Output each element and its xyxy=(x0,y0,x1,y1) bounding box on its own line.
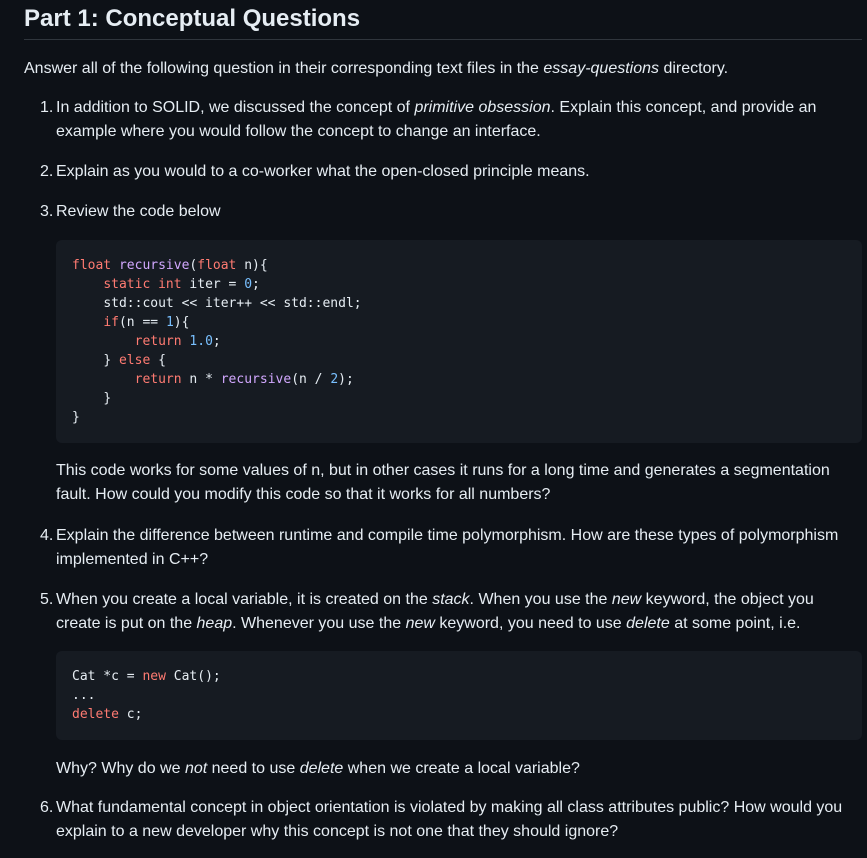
question-number: 1. xyxy=(40,99,54,116)
code-token: if xyxy=(103,315,119,330)
code-token: recursive xyxy=(220,372,292,387)
question-text: Review the code below xyxy=(56,203,221,220)
question-5-followup-emphasis-a: not xyxy=(184,760,208,777)
question-2 xyxy=(40,160,846,184)
code-line-2 xyxy=(72,688,95,703)
question-5-text-d: . Whenever you use the xyxy=(232,615,406,632)
question-5-followup xyxy=(56,757,862,781)
code-token: 0 xyxy=(244,277,253,292)
question-5-text-b: . When you use the xyxy=(469,591,612,608)
question-3-followup: This code works for some values of n, but in other cases it runs for a long time and generates a segmentation fault. How could you modify this code so that it works for all numbers? xyxy=(56,462,830,503)
code-line-7 xyxy=(72,372,354,387)
code-token: return xyxy=(134,372,182,387)
code-token: static xyxy=(103,277,151,292)
question-5-text-a: When you create a local variable, it is created on the xyxy=(56,591,433,608)
readme-content xyxy=(24,0,862,840)
code-token: Cat *c = xyxy=(72,669,143,684)
question-5 xyxy=(40,588,846,636)
question-5-emphasis-c: heap xyxy=(196,615,233,632)
intro-emphasis: essay-questions xyxy=(543,60,660,77)
code-token: ( xyxy=(189,258,198,273)
code-token: 1.0 xyxy=(189,334,213,349)
code-token: ... xyxy=(72,688,96,703)
question-5-emphasis-e: delete xyxy=(626,615,670,632)
code-token: c; xyxy=(118,707,143,722)
question-6 xyxy=(40,796,846,844)
question-number: 5. xyxy=(40,591,54,608)
code-token: 1 xyxy=(165,315,174,330)
question-4 xyxy=(40,524,846,572)
code-token: return xyxy=(134,334,182,349)
code-line-1 xyxy=(72,669,221,684)
question-text xyxy=(56,96,846,144)
code-token: float xyxy=(197,258,237,273)
code-token: } xyxy=(103,391,112,406)
code-token: else xyxy=(118,353,151,368)
code-token: Cat(); xyxy=(165,669,221,684)
code-line-2 xyxy=(72,277,260,292)
intro-text-end: directory. xyxy=(659,60,729,77)
question-5-followup-text-c: when we create a local variable? xyxy=(343,760,580,777)
question-5-followup-text-b: need to use xyxy=(207,760,300,777)
section-heading: Part 1: Conceptual Questions xyxy=(24,0,862,40)
code-token: (n / xyxy=(291,372,331,387)
intro-text: Answer all of the following question in their corresponding text files in the xyxy=(24,60,544,77)
code-line-9 xyxy=(72,410,80,425)
question-3 xyxy=(40,200,846,224)
code-token: 2 xyxy=(330,372,339,387)
question-1-text-a: In addition to SOLID, we discussed the concept of xyxy=(56,99,415,116)
code-token: float xyxy=(72,258,112,273)
code-token: delete xyxy=(72,707,119,722)
question-text: What fundamental concept in object orientation is violated by making all class attributes public? How would you explain to a new developer why this concept is not one that they should ignore? xyxy=(56,799,843,840)
question-1-text-b: . Explain this concept, and provide an example where you would follow the concept to change an interface. xyxy=(56,99,817,140)
code-token: ; xyxy=(212,334,221,349)
code-token: iter = xyxy=(181,277,245,292)
code-token: n * xyxy=(181,372,221,387)
question-5-text-c: keyword, the object you create is put on the xyxy=(56,591,814,632)
code-token: } xyxy=(103,353,119,368)
question-number: 6. xyxy=(40,799,54,816)
question-5-followup-emphasis-b: delete xyxy=(299,760,344,777)
code-token: new xyxy=(142,669,166,684)
code-token: n){ xyxy=(236,258,268,273)
question-5-emphasis-a: stack xyxy=(432,591,470,608)
question-1-emphasis: primitive obsession xyxy=(414,99,551,116)
question-number: 2. xyxy=(40,163,54,180)
question-1 xyxy=(40,96,846,144)
code-token: } xyxy=(72,410,80,425)
question-5-followup-text-a: Why? Why do we xyxy=(56,760,185,777)
code-token: ; xyxy=(252,277,260,292)
question-number: 3. xyxy=(40,203,54,220)
code-line-4 xyxy=(72,315,189,330)
question-number: 4. xyxy=(40,527,54,544)
question-5-text-e: keyword, you need to use xyxy=(434,615,627,632)
code-token: { xyxy=(150,353,166,368)
question-5-emphasis-d: new xyxy=(405,615,435,632)
question-text: Explain as you would to a co-worker what the open-closed principle means. xyxy=(56,163,590,180)
question-text xyxy=(56,588,846,636)
code-line-5 xyxy=(72,334,221,349)
question-text: Explain the difference between runtime and compile time polymorphism. How are these types of polymorphism implemented in C++? xyxy=(56,527,839,568)
code-line-3 xyxy=(72,707,142,722)
code-token: std::cout << iter++ << std::endl; xyxy=(103,296,362,311)
code-token: recursive xyxy=(118,258,190,273)
code-line-8 xyxy=(72,391,111,406)
question-5-text-f: at some point, i.e. xyxy=(669,615,801,632)
code-line-3 xyxy=(72,296,362,311)
code-line-6 xyxy=(72,353,166,368)
code-token: (n == xyxy=(118,315,166,330)
intro-paragraph xyxy=(24,57,728,81)
code-token: int xyxy=(158,277,182,292)
code-token: ){ xyxy=(173,315,190,330)
code-line-1 xyxy=(72,258,268,273)
code-block-delete xyxy=(56,651,862,740)
question-5-emphasis-b: new xyxy=(611,591,642,608)
code-block-recursive xyxy=(56,240,862,443)
code-token: ); xyxy=(338,372,354,387)
